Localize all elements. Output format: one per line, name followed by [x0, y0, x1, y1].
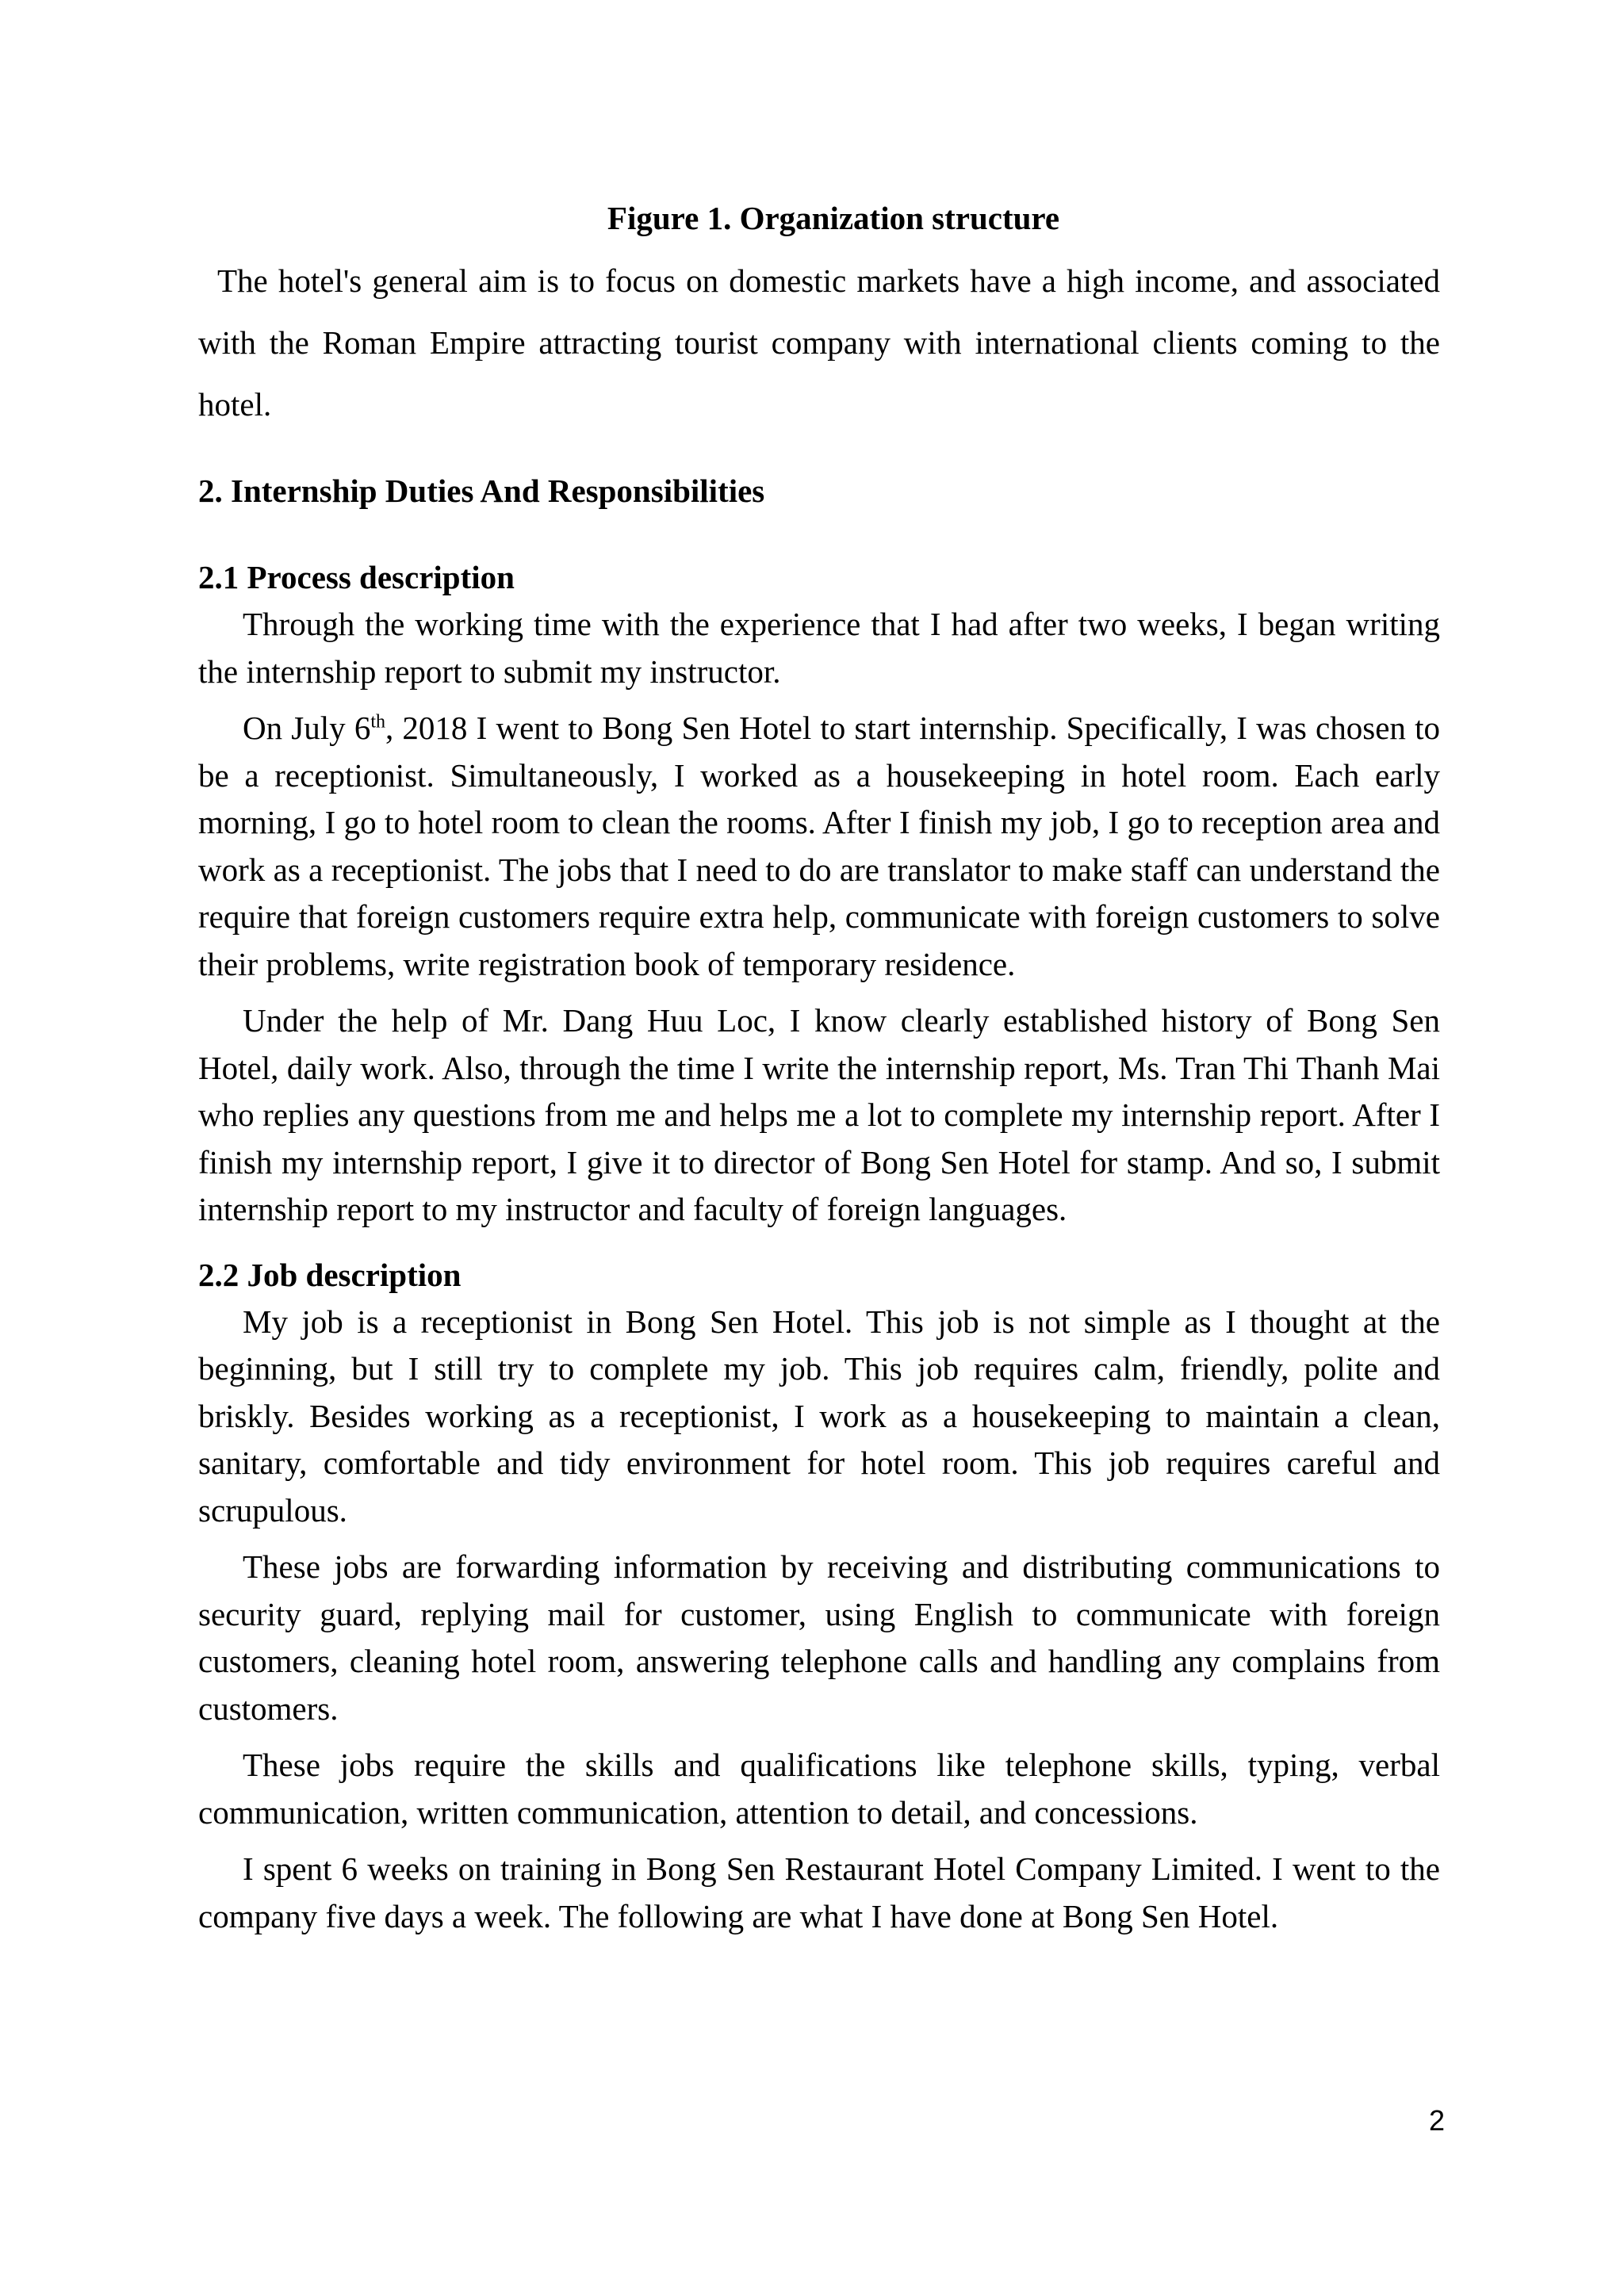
process-paragraph-2-rest: , 2018 I went to Bong Sen Hotel to start internship. Specifically, I was chosen to be a receptionist. Simultaneously, I worked as a housekeeping in hotel room. Each early morning, I go to hotel room to clean the rooms. After I finish my job, I go to reception area and work as a receptionist. The jobs that I need to do are translator to make staff can understand the require that foreign customers require extra help, communicate with foreign customers to solve their problems, write registration book of temporary residence.	[198, 710, 1440, 982]
page-number: 2	[1428, 2104, 1445, 2137]
subsection-heading-process-description: 2.1 Process description	[198, 559, 515, 595]
process-paragraph-2-start: On July 6	[243, 710, 371, 746]
job-paragraph-1: My job is a receptionist in Bong Sen Hotel. This job is not simple as I thought at the beginning, but I still try to complete my job. This job requires calm, friendly, polite and briskly. Besides working as a receptionist, I work as a housekeeping to maintain a clean, sanitary, comfortable and tidy environment for hotel room. This job requires careful and scrupulous.	[198, 1303, 1440, 1529]
aim-paragraph: The hotel's general aim is to focus on domestic markets have a high income, and associated with the Roman Empire attracting tourist company with international clients coming to the hotel.	[198, 262, 1440, 423]
document-page	[198, 190, 1440, 1940]
process-paragraph-2	[198, 705, 1440, 988]
process-paragraph-3: Under the help of Mr. Dang Huu Loc, I know clearly established history of Bong Sen Hotel, daily work. Also, through the time I write the internship report, Ms. Tran Thi Thanh Mai who replies any questions from me and helps me a lot to complete my internship report. After I finish my internship report, I give it to director of Bong Sen Hotel for stamp. And so, I submit internship report to my instructor and faculty of foreign languages.	[198, 1002, 1440, 1227]
job-paragraph-3: These jobs require the skills and qualifications like telephone skills, typing, verbal communication, written communication, attention to detail, and concessions.	[198, 1747, 1440, 1831]
job-paragraph-2: These jobs are forwarding information by receiving and distributing communications to security guard, replying mail for customer, using English to communicate with foreign customers, cleaning hotel room, answering telephone calls and handling any complains from customers.	[198, 1548, 1440, 1727]
subsection-heading-job-description: 2.2 Job description	[198, 1256, 462, 1293]
figure-caption: Figure 1. Organization structure	[607, 200, 1060, 236]
ordinal-suffix: th	[370, 711, 385, 733]
job-paragraph-4: I spent 6 weeks on training in Bong Sen Restaurant Hotel Company Limited. I went to the company five days a week. The following are what I have done at Bong Sen Hotel.	[198, 1850, 1440, 1934]
process-paragraph-1: Through the working time with the experience that I had after two weeks, I began writing the internship report to submit my instructor.	[198, 606, 1440, 690]
section-heading-internship-duties: 2. Internship Duties And Responsibilities	[198, 473, 765, 509]
